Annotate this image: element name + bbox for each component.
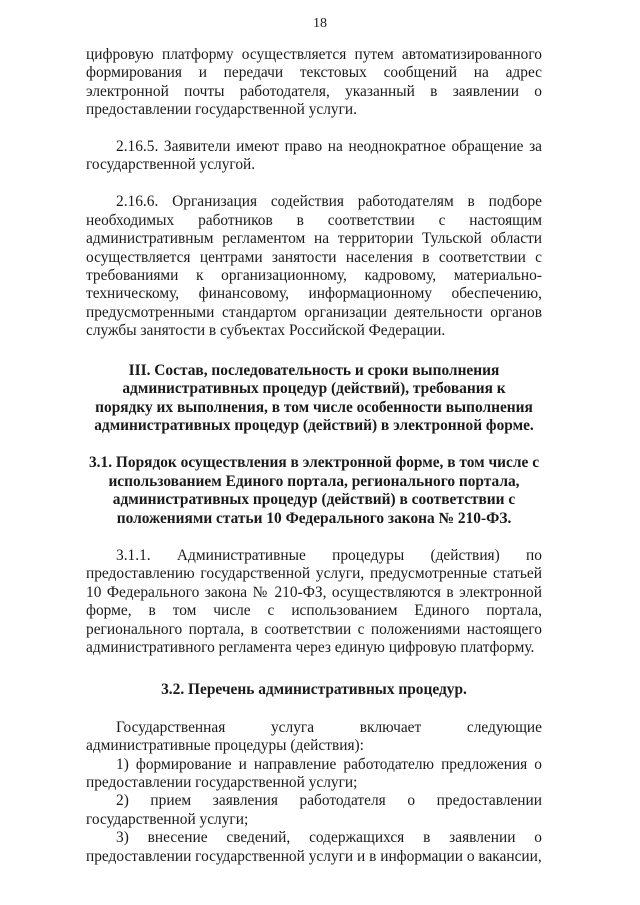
paragraph-service-includes: Государственная услуга включает следующие административные процедуры (действия): <box>86 718 542 755</box>
list-item: 1) формирование и направление работодателю предложения о предоставлении государственной услуги; <box>86 755 542 791</box>
section-heading-iii: III. Состав, последовательность и сроки выполнения административных процедур (действий), требования к порядку их выполнения, в том числе особенности выполнения административных процедур (действий) в электронной форме. <box>94 361 534 434</box>
page-number: 18 <box>313 16 327 31</box>
list-item: 3) внесение сведений, содержащихся в заявлении о предоставлении государственной услуги и в информации о вакансии, <box>86 829 542 865</box>
paragraph-continuation: цифровую платформу осуществляется путем автоматизированного формирования и передачи текстовых сообщений на адрес электронной почты работодателя, указанный в заявлении о предоставлении государственной услуги. <box>86 46 542 119</box>
subsection-heading-3-2: 3.2. Перечень административных процедур. <box>161 681 467 699</box>
subsection-heading-3-1: 3.1. Порядок осуществления в электронной форме, в том числе с использованием Единого портала, регионального портала, административных процедур (действий) в соответствии с положениями статьи 10 Федерального закона № 210-ФЗ. <box>88 454 540 527</box>
list-item: 2) прием заявления работодателя о предоставлении государственной услуги; <box>86 792 542 828</box>
paragraph-3-1-1: 3.1.1. Административные процедуры (действия) по предоставлению государственной услуги, предусмотренные статьей 10 Федерального закона № 210-ФЗ, осуществляются в электронной форме, в том числе с использованием Единого портала, регионального портала, в соответствии с положениями настоящего административного регламента через единую цифровую платформу. <box>86 546 542 656</box>
paragraph-2-16-5: 2.16.5. Заявители имеют право на неоднократное обращение за государственной услугой. <box>86 137 542 174</box>
paragraph-2-16-6: 2.16.6. Организация содействия работодателям в подборе необходимых работников в соответствии с настоящим административным регламентом на территории Тульской области осуществляется центрами занятости населения в соответствии с требованиями к организационному, кадровому, материально-техническому, финансовому, информационному обеспечению, предусмотренными стандартом организации деятельности органов службы занятости в субъектах Российской Федерации. <box>86 193 542 340</box>
document-body <box>86 46 542 866</box>
